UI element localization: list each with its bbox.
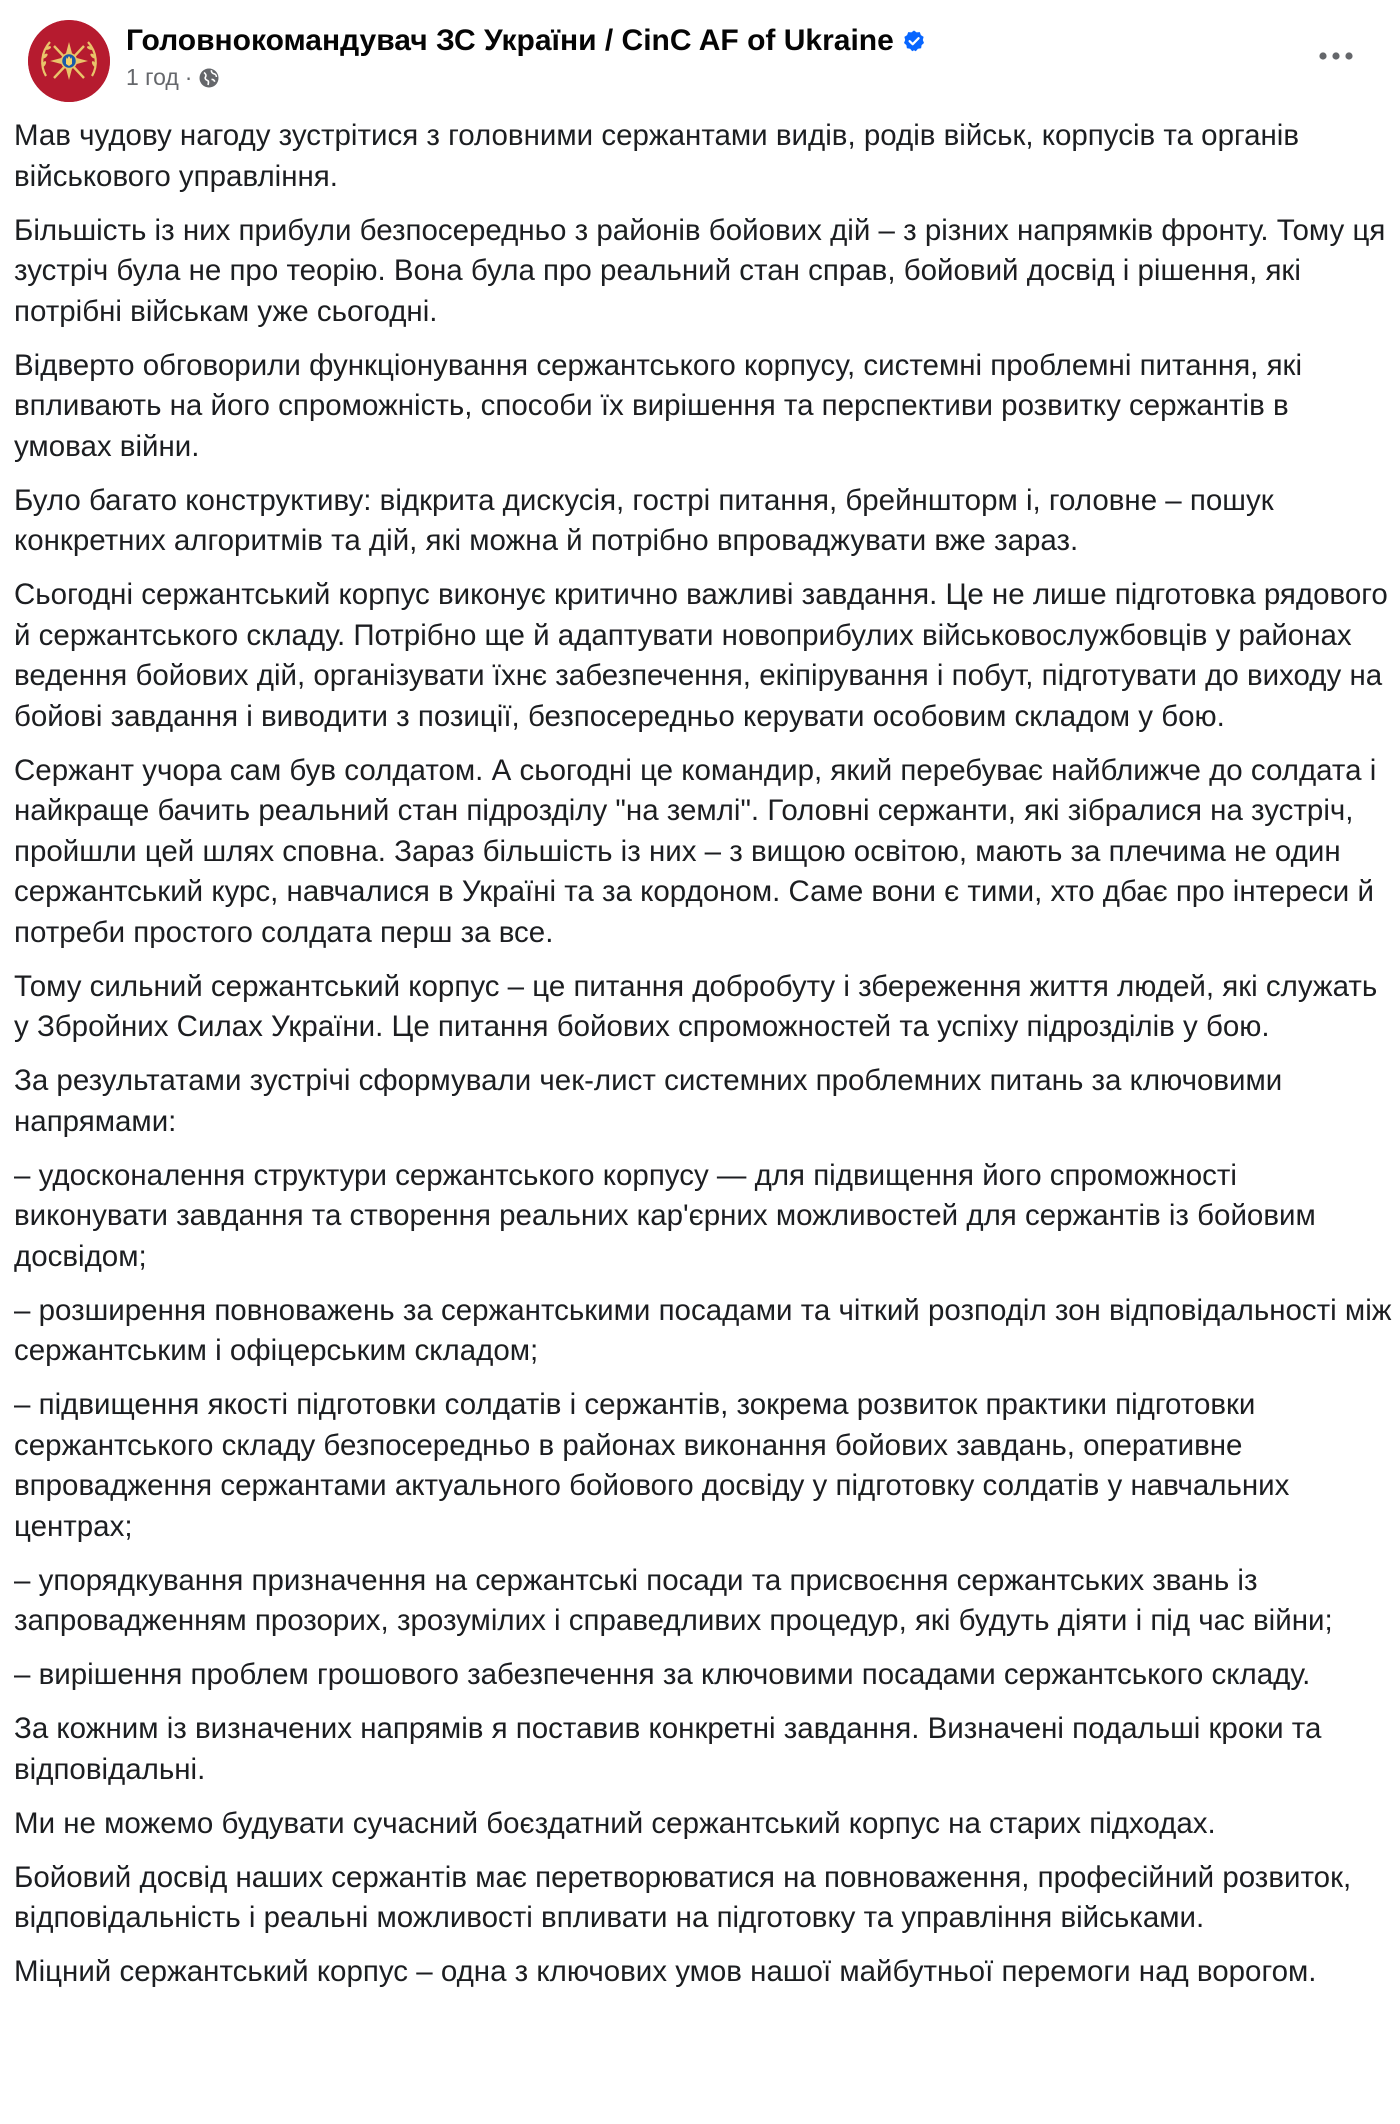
list-item: – підвищення якості підготовки солдатів і сержантів, зокрема розвиток практики підготовки сержантського складу безпосередньо в районах виконання бойових завдань, оперативне впровадження сержантами актуального бойового досвіду у підготовку солдатів у навчальних центрах; <box>14 1388 1290 1543</box>
author-line <box>126 20 926 62</box>
author-name[interactable]: Головнокомандувач ЗС України / CinC AF of Ukraine <box>126 24 894 57</box>
meta-separator: · <box>184 64 193 90</box>
armed-forces-emblem-icon <box>28 20 110 102</box>
author-block <box>126 20 926 91</box>
verified-badge-icon <box>902 29 926 53</box>
list-item: – розширення повноважень за сержантськими посадами та чіткий розподіл зон відповідальності між сержантським і офіцерським складом; <box>14 1293 1392 1367</box>
post-paragraph: Більшість із них прибули безпосередньо з районів бойових дій – з різних напрямків фронту. Тому ця зустріч була не про теорію. Вона була про реальний стан справ, бойовий досвід і рішення, які потрібні військам уже сьогодні. <box>14 213 1386 328</box>
post-paragraph: Було багато конструктиву: відкрита дискусія, гострі питання, брейншторм і, головне – пошук конкретних алгоритмів та дій, які можна й потрібно впроваджувати вже зараз. <box>14 483 1274 557</box>
list-item: – упорядкування призначення на сержантські посади та присвоєння сержантських звань із запровадженням прозорих, зрозумілих і справедливих процедур, які будуть діяти і під час війни; <box>14 1563 1333 1637</box>
post-paragraph: Сьогодні сержантський корпус виконує критично важливі завдання. Це не лише підготовка рядового й сержантського складу. Потрібно ще й адаптувати новоприбулих військовослужбовців у районах ведення бойових дій, організувати їхнє забезпечення, екіпірування і побут, підготувати до виходу на бойові завдання і виводити з позиції, безпосередньо керувати особовим складом у бою. <box>14 578 1388 733</box>
post-body <box>14 116 1392 2006</box>
post-paragraph: Мав чудову нагоду зустрітися з головними сержантами видів, родів військ, корпусів та органів військового управління. <box>14 119 1300 193</box>
post-paragraph: Сержант учора сам був солдатом. А сьогодні це командир, який перебуває найближче до солдата і найкраще бачить реальний стан підрозділу "на землі". Головні сержанти, які зібралися на зустріч, пройшли цей шлях сповна. Зараз більшість із них – з вищою освітою, мають за плечима не один сержантський курс, навчалися в Україні та за кордоном. Саме вони є тими, хто дбає про інтереси й потреби простого солдата перш за все. <box>14 753 1377 949</box>
post-meta <box>126 64 926 91</box>
more-options-icon <box>1316 51 1356 61</box>
list-item: – удосконалення структури сержантського корпусу — для підвищення його спроможності виконувати завдання та створення реальних кар'єрних можливостей для сержантів із бойовим досвідом; <box>14 1158 1316 1273</box>
post-header <box>14 0 1386 110</box>
post-paragraph: Тому сильний сержантський корпус – це питання добробуту і збереження життя людей, які служать у Збройних Силах України. Це питання бойових спроможностей та успіху підрозділів у бою. <box>14 969 1378 1043</box>
post-paragraph: Міцний сержантський корпус – одна з ключових умов нашої майбутньої перемоги над ворогом. <box>14 1955 1317 1988</box>
post-paragraph: Відверто обговорили функціонування сержантського корпусу, системні проблемні питання, які впливають на його спроможність, способи їх вирішення та перспективи розвитку сержантів в умовах війни. <box>14 348 1303 463</box>
avatar[interactable] <box>28 20 110 102</box>
globe-icon <box>198 67 220 89</box>
post-paragraph: Ми не можемо будувати сучасний боєздатний сержантський корпус на старих підходах. <box>14 1806 1216 1840</box>
post-paragraph: Бойовий досвід наших сержантів має перетворюватися на повноваження, професійний розвиток, відповідальність і реальні можливості впливати на підготовку та управління військами. <box>14 1860 1352 1934</box>
post-timestamp[interactable]: 1 год <box>126 64 179 90</box>
list-item: – вирішення проблем грошового забезпечення за ключовими посадами сержантського складу. <box>14 1658 1311 1691</box>
post-paragraph: За результатами зустрічі сформували чек-лист системних проблемних питань за ключовими напрямами: <box>14 1064 1283 1138</box>
post-paragraph: За кожним із визначених напрямів я поставив конкретні завдання. Визначені подальші кроки та відповідальні. <box>14 1712 1322 1786</box>
more-options-button[interactable] <box>1312 38 1360 74</box>
